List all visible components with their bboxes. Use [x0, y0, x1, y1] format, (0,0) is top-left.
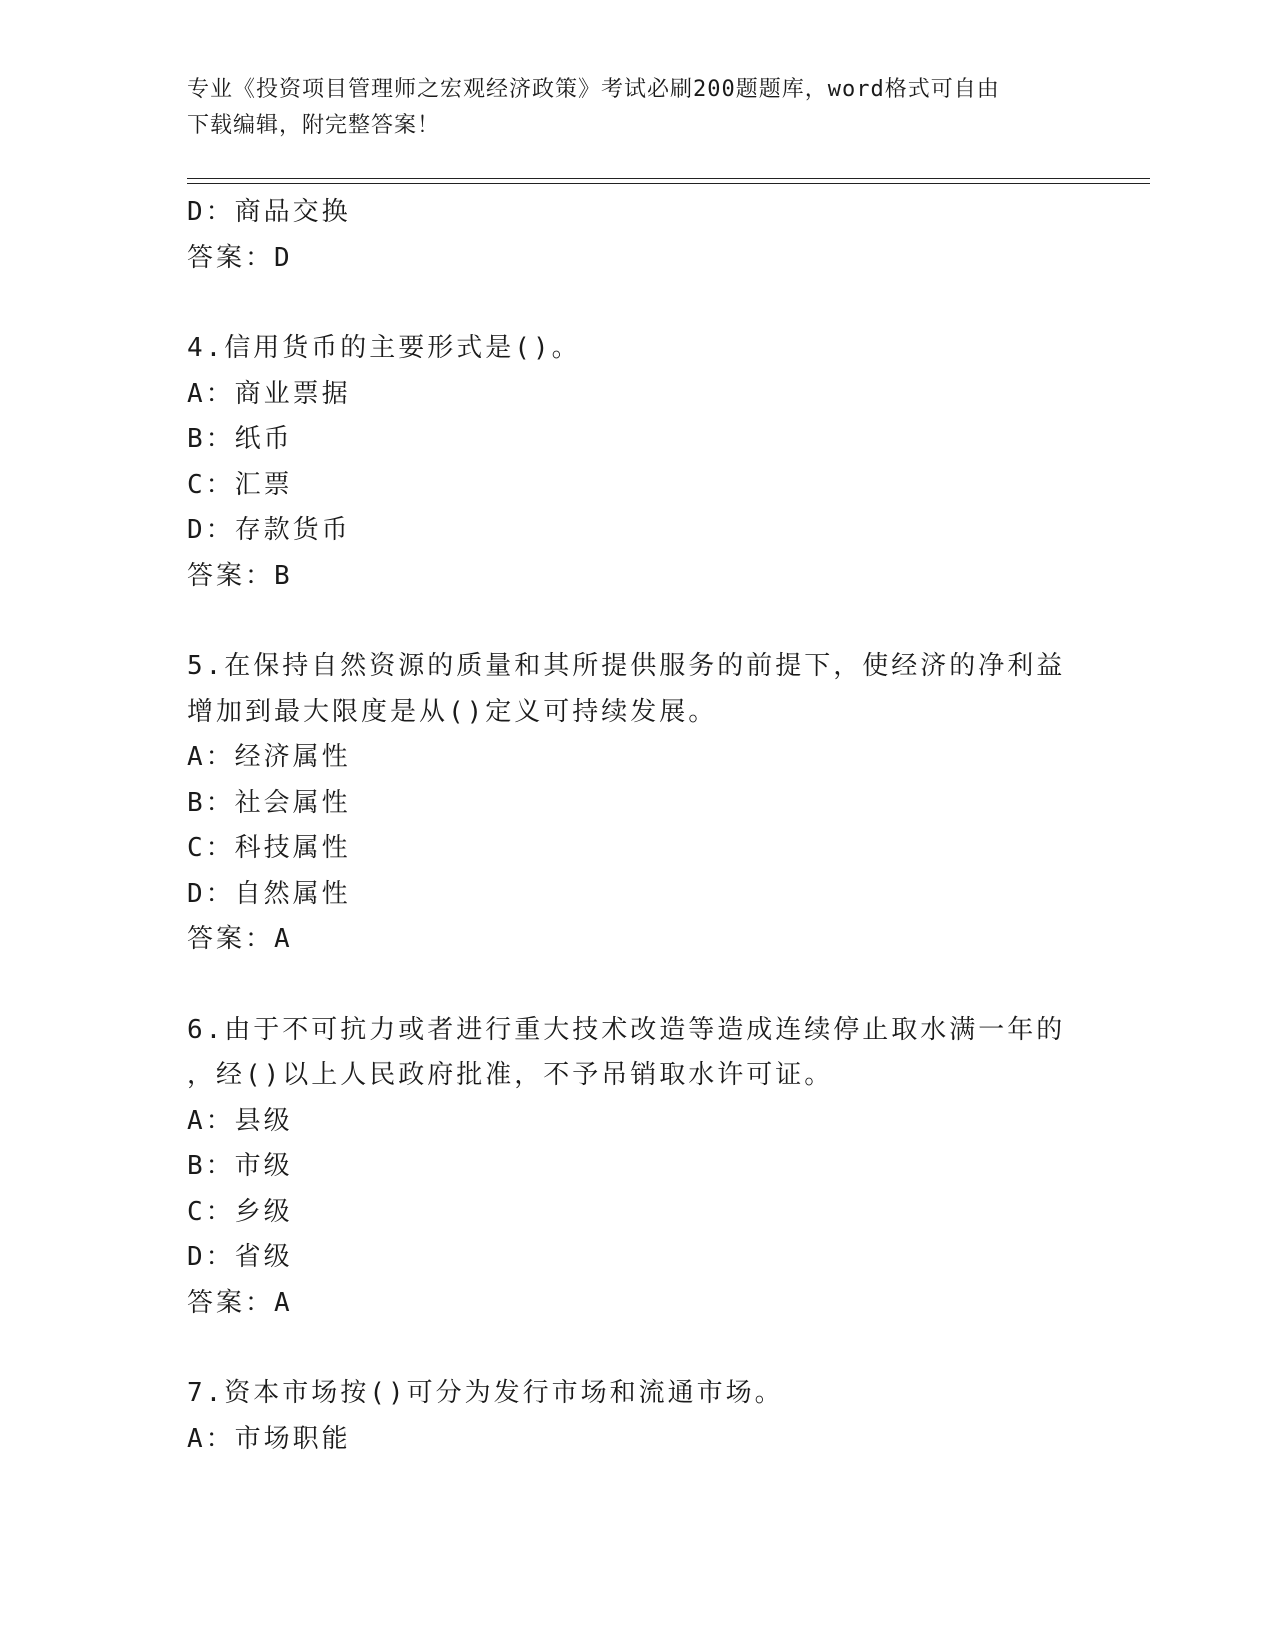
option-d: D：商品交换: [187, 197, 351, 227]
header-line-2: 下载编辑，附完整答案！: [187, 113, 441, 138]
header-divider-top: [187, 178, 1150, 179]
question-list: [187, 190, 1087, 1462]
option-d: D：省级: [187, 1242, 293, 1272]
option-b: B：市级: [187, 1151, 293, 1181]
question-stem-line-2: 增加到最大限度是从()定义可持续发展。: [187, 696, 718, 727]
spacer: [187, 599, 1087, 644]
question-4: [187, 326, 1087, 599]
answer-line: 答案：A: [187, 924, 293, 954]
answer-line: 答案：B: [187, 560, 293, 591]
spacer: [187, 281, 1087, 326]
option-c: C：乡级: [187, 1196, 293, 1227]
question-3-tail: [187, 190, 1087, 281]
option-a: A：县级: [187, 1105, 293, 1136]
spacer: [187, 1326, 1087, 1371]
option-c: C：汇票: [187, 469, 293, 500]
question-7: [187, 1371, 1087, 1462]
question-stem: 7.资本市场按()可分为发行市场和流通市场。: [187, 1378, 784, 1408]
question-stem-line-2: ，经()以上人民政府批准，不予吊销取水许可证。: [187, 1060, 834, 1090]
question-5: [187, 644, 1087, 963]
spacer: [187, 963, 1087, 1008]
header-divider-bottom: [187, 183, 1150, 184]
header-line-1: 专业《投资项目管理师之宏观经济政策》考试必刷200题题库，word格式可自由: [187, 77, 1000, 102]
option-a: A：经济属性: [187, 742, 351, 772]
question-stem-line-1: 5.在保持自然资源的质量和其所提供服务的前提下，使经济的净利益: [187, 651, 1066, 681]
question-stem: 4.信用货币的主要形式是()。: [187, 333, 581, 363]
option-a: A：市场职能: [187, 1423, 351, 1454]
option-c: C：科技属性: [187, 833, 351, 863]
answer-line: 答案：D: [187, 242, 293, 273]
option-d: D：存款货币: [187, 515, 351, 545]
option-d: D：自然属性: [187, 878, 351, 909]
option-b: B：社会属性: [187, 787, 351, 818]
question-stem-line-1: 6.由于不可抗力或者进行重大技术改造等造成连续停止取水满一年的: [187, 1014, 1066, 1045]
option-b: B：纸币: [187, 424, 293, 454]
question-6: [187, 1008, 1087, 1327]
answer-line: 答案：A: [187, 1287, 293, 1318]
document-header: [187, 72, 1067, 144]
option-a: A：商业票据: [187, 378, 351, 409]
